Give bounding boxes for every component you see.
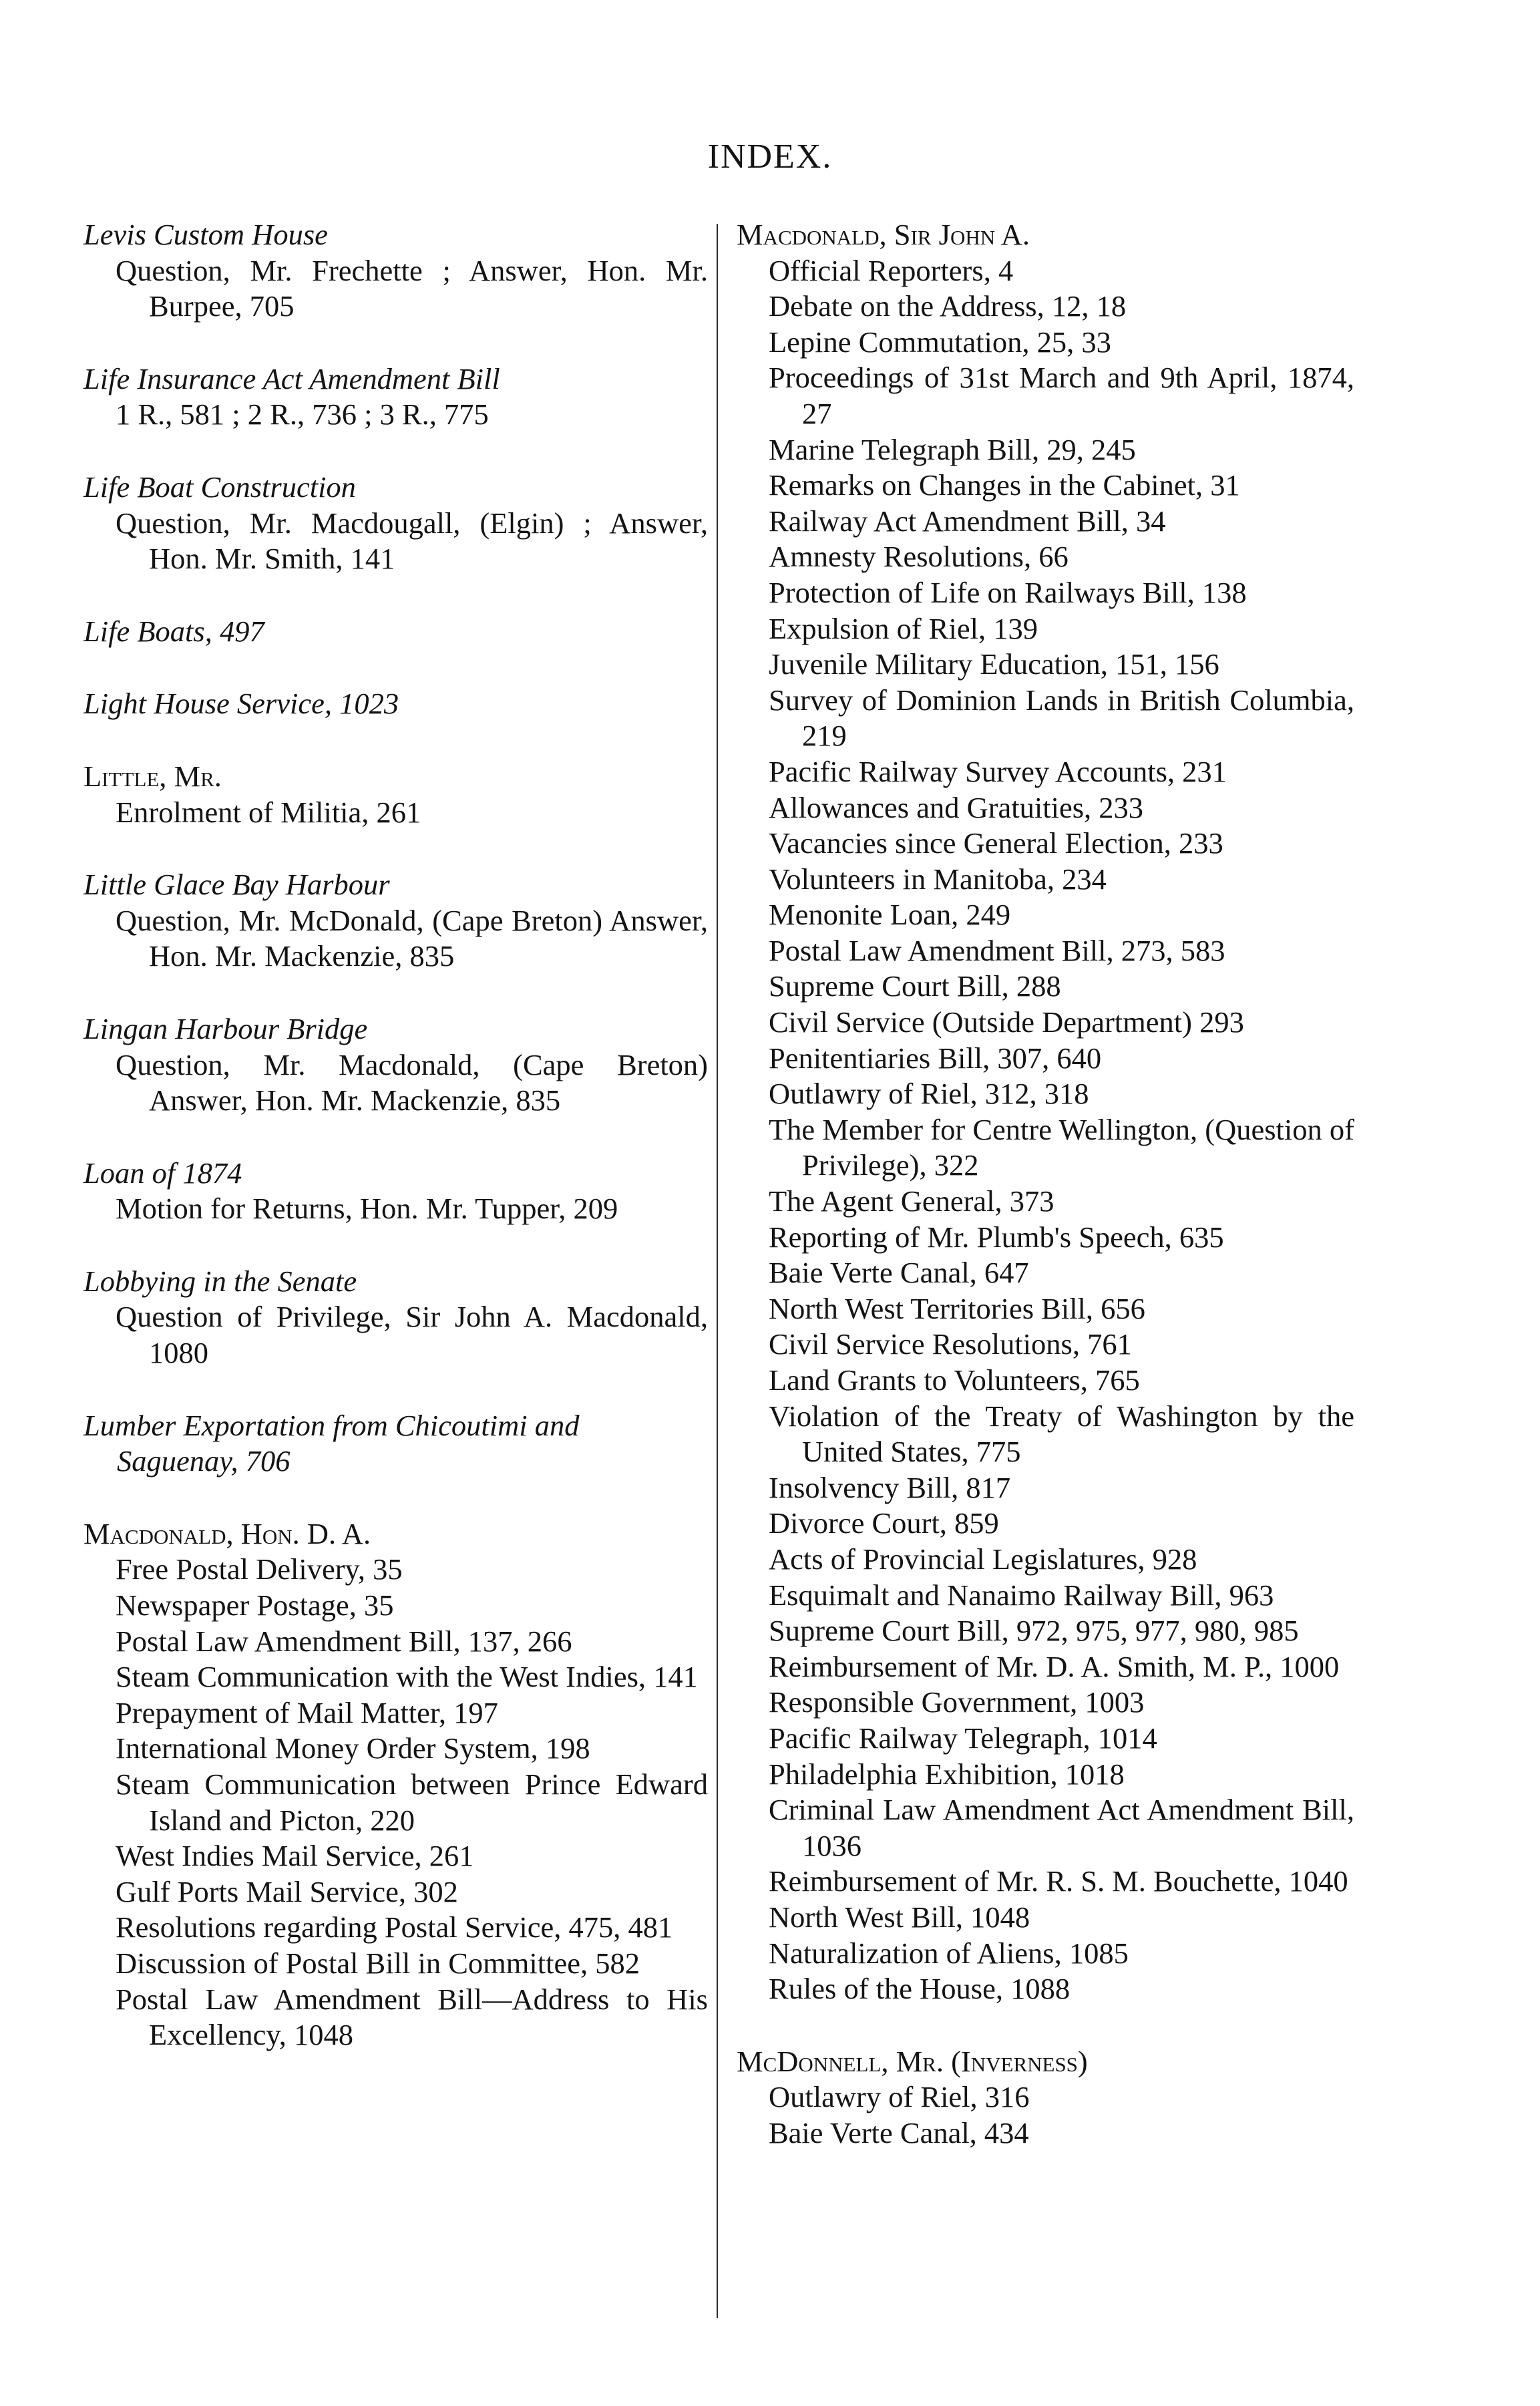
index-subentry: Supreme Court Bill, 288 xyxy=(769,969,1061,1003)
index-entry-loan-of-1874 xyxy=(83,1156,708,1227)
index-subentry: Debate on the Address, 12, 18 xyxy=(769,289,1127,323)
index-entry-lumber-exportation-from-chicoutimi-and-s xyxy=(83,1408,708,1480)
index-column-right xyxy=(737,217,1354,2151)
index-subentry: Land Grants to Volunteers, 765 xyxy=(769,1363,1140,1397)
index-subentry: Divorce Court, 859 xyxy=(769,1506,999,1540)
index-subentry: Pacific Railway Survey Accounts, 231 xyxy=(769,754,1227,788)
index-subentry: West Indies Mail Service, 261 xyxy=(116,1839,474,1873)
index-subentry: Official Reporters, 4 xyxy=(769,253,1014,287)
index-subentry: Violation of the Treaty of Washington by the United States, 775 xyxy=(769,1399,1354,1469)
index-entry-heading: McDonnell, Mr. (Inverness) xyxy=(737,2044,1088,2078)
column-divider xyxy=(717,224,718,2318)
index-subentry: Question, Mr. McDonald, (Cape Breton) Answer, Hon. Mr. Mackenzie, 835 xyxy=(116,903,708,973)
index-subentry: Resolutions regarding Postal Service, 475, 481 xyxy=(116,1910,673,1944)
index-subentry: Allowances and Gratuities, 233 xyxy=(769,790,1144,824)
index-subentry: Reimbursement of Mr. R. S. M. Bouchette, 1040 xyxy=(769,1864,1348,1898)
index-subentry: Insolvency Bill, 817 xyxy=(769,1470,1011,1504)
index-subentry: North West Bill, 1048 xyxy=(769,1900,1030,1934)
index-entry-life-insurance-act-amendment-bill xyxy=(83,361,708,433)
index-subentry: Pacific Railway Telegraph, 1014 xyxy=(769,1721,1157,1755)
index-subentry: Remarks on Changes in the Cabinet, 31 xyxy=(769,468,1240,502)
index-subentry: Postal Law Amendment Bill—Address to His Excellency, 1048 xyxy=(116,1982,708,2052)
index-subentry: Enrolment of Militia, 261 xyxy=(116,795,421,829)
index-subentry: Gulf Ports Mail Service, 302 xyxy=(116,1874,458,1908)
page-title: INDEX. xyxy=(707,138,833,176)
index-entry-heading: Lobbying in the Senate xyxy=(83,1264,357,1298)
index-subentry: Menonite Loan, 249 xyxy=(769,898,1011,932)
index-subentry: Rules of the House, 1088 xyxy=(769,1972,1071,2006)
index-subentry: Vacancies since General Election, 233 xyxy=(769,826,1223,860)
index-subentry: Baie Verte Canal, 647 xyxy=(769,1256,1029,1290)
index-subentry: International Money Order System, 198 xyxy=(116,1731,590,1765)
index-entry-macdonald-sir-john-a xyxy=(737,217,1354,2007)
index-subentry: Esquimalt and Nanaimo Railway Bill, 963 xyxy=(769,1578,1274,1612)
index-entry-levis-custom-house xyxy=(83,217,708,325)
index-subentry: Lepine Commutation, 25, 33 xyxy=(769,325,1111,359)
index-entry-little-glace-bay-harbour xyxy=(83,867,708,975)
index-subentry: Acts of Provincial Legislatures, 928 xyxy=(769,1542,1197,1576)
index-entry-macdonald-hon-d-a xyxy=(83,1516,708,2053)
index-entry-heading: Life Boat Construction xyxy=(83,470,356,504)
index-subentry: Penitentiaries Bill, 307, 640 xyxy=(769,1041,1102,1075)
index-subentry: Railway Act Amendment Bill, 34 xyxy=(769,504,1166,538)
index-subentry: 1 R., 581 ; 2 R., 736 ; 3 R., 775 xyxy=(116,397,489,432)
index-subentry: Newspaper Postage, 35 xyxy=(116,1588,394,1622)
index-subentry: Baie Verte Canal, 434 xyxy=(769,2115,1029,2150)
index-entry-little-mr xyxy=(83,759,708,830)
index-subentry: Protection of Life on Railways Bill, 138 xyxy=(769,575,1247,609)
index-subentry: Marine Telegraph Bill, 29, 245 xyxy=(769,432,1136,466)
index-subentry: Volunteers in Manitoba, 234 xyxy=(769,862,1107,896)
index-subentry: Civil Service Resolutions, 761 xyxy=(769,1327,1132,1361)
index-subentry: Question, Mr. Macdougall, (Elgin) ; Answer, Hon. Mr. Smith, 141 xyxy=(116,506,708,576)
index-subentry: Steam Communication between Prince Edward Island and Picton, 220 xyxy=(116,1767,708,1837)
index-subentry: Postal Law Amendment Bill, 137, 266 xyxy=(116,1624,572,1658)
index-entry-life-boat-construction xyxy=(83,470,708,577)
index-entry-life-boats-497 xyxy=(83,614,708,650)
index-subentry: Motion for Returns, Hon. Mr. Tupper, 209 xyxy=(116,1192,618,1226)
index-subentry: Responsible Government, 1003 xyxy=(769,1685,1145,1719)
index-subentry: Expulsion of Riel, 139 xyxy=(769,611,1038,645)
index-subentry: Question, Mr. Frechette ; Answer, Hon. Mr. Burpee, 705 xyxy=(116,253,708,323)
index-column-left xyxy=(83,217,708,2053)
index-entry-mcdonnell-mr-inverness xyxy=(737,2044,1354,2152)
index-subentry: Postal Law Amendment Bill, 273, 583 xyxy=(769,933,1225,967)
index-entry-heading: Lingan Harbour Bridge xyxy=(83,1011,368,1045)
index-entry-heading: Little Glace Bay Harbour xyxy=(83,868,390,902)
index-subentry: Outlawry of Riel, 316 xyxy=(769,2080,1030,2114)
index-entry-heading: Loan of 1874 xyxy=(83,1156,242,1190)
index-subentry: Reporting of Mr. Plumb's Speech, 635 xyxy=(769,1220,1224,1254)
index-entry-heading: Macdonald, Sir John A. xyxy=(737,218,1030,251)
index-entry-heading: Lumber Exportation from Chicoutimi and Saguenay, 706 xyxy=(83,1408,580,1478)
index-entry-heading: Light House Service, 1023 xyxy=(83,687,399,721)
index-subentry: Outlawry of Riel, 312, 318 xyxy=(769,1077,1089,1111)
index-entry-heading: Life Insurance Act Amendment Bill xyxy=(83,361,500,395)
index-subentry: Naturalization of Aliens, 1085 xyxy=(769,1936,1129,1970)
index-subentry: Civil Service (Outside Department) 293 xyxy=(769,1005,1244,1039)
index-subentry: Question of Privilege, Sir John A. Macdonald, 1080 xyxy=(116,1300,708,1370)
index-entry-lingan-harbour-bridge xyxy=(83,1011,708,1119)
index-entry-heading: Levis Custom House xyxy=(83,218,328,251)
index-subentry: Juvenile Military Education, 151, 156 xyxy=(769,647,1219,681)
index-subentry: Reimbursement of Mr. D. A. Smith, M. P., 1000 xyxy=(769,1649,1340,1683)
index-entry-heading: Life Boats, 497 xyxy=(83,614,264,648)
index-subentry: Criminal Law Amendment Act Amendment Bill, 1036 xyxy=(769,1793,1354,1862)
index-subentry: Free Postal Delivery, 35 xyxy=(116,1552,403,1586)
index-subentry: Question, Mr. Macdonald, (Cape Breton) Answer, Hon. Mr. Mackenzie, 835 xyxy=(116,1047,708,1118)
index-subentry: Supreme Court Bill, 972, 975, 977, 980, 985 xyxy=(769,1614,1299,1648)
index-entry-heading: Little, Mr. xyxy=(83,759,222,793)
index-entry-heading: Macdonald, Hon. D. A. xyxy=(83,1516,371,1550)
index-subentry: North West Territories Bill, 656 xyxy=(769,1291,1145,1325)
index-subentry: Survey of Dominion Lands in British Columbia, 219 xyxy=(769,683,1354,753)
index-subentry: The Agent General, 373 xyxy=(769,1184,1054,1218)
index-entry-light-house-service-1023 xyxy=(83,686,708,722)
index-subentry: Amnesty Resolutions, 66 xyxy=(769,540,1069,574)
index-subentry: The Member for Centre Wellington, (Question of Privilege), 322 xyxy=(769,1112,1354,1182)
index-subentry: Proceedings of 31st March and 9th April, 1874, 27 xyxy=(769,361,1354,430)
index-entry-lobbying-in-the-senate xyxy=(83,1264,708,1371)
index-subentry: Prepayment of Mail Matter, 197 xyxy=(116,1695,498,1729)
index-subentry: Steam Communication with the West Indies, 141 xyxy=(116,1660,698,1694)
index-subentry: Philadelphia Exhibition, 1018 xyxy=(769,1757,1125,1791)
index-subentry: Discussion of Postal Bill in Committee, 582 xyxy=(116,1946,640,1980)
